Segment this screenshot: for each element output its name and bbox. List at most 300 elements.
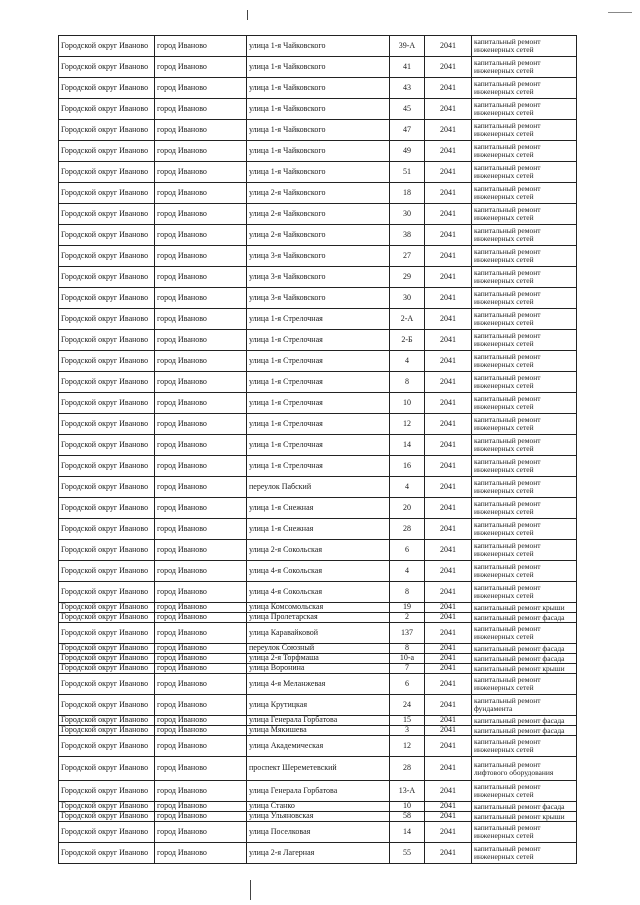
house-number-cell: 30	[390, 204, 425, 225]
work-type-cell: капитальный ремонт лифтового оборудования	[472, 757, 577, 781]
year-cell: 2041	[425, 246, 472, 267]
city-cell: город Иваново	[155, 802, 247, 812]
table-row	[59, 477, 577, 498]
work-type-cell: капитальный ремонт инженерных сетей	[472, 843, 577, 864]
work-type-cell: капитальный ремонт инженерных сетей	[472, 351, 577, 372]
district-cell: Городской округ Иваново	[59, 78, 155, 99]
house-number-cell: 55	[390, 843, 425, 864]
table-row	[59, 802, 577, 812]
street-cell: улица 2-я Чайковского	[247, 225, 390, 246]
house-number-cell: 4	[390, 351, 425, 372]
table-row	[59, 183, 577, 204]
district-cell: Городской округ Иваново	[59, 822, 155, 843]
work-type-cell: капитальный ремонт инженерных сетей	[472, 204, 577, 225]
city-cell: город Иваново	[155, 309, 247, 330]
work-type-cell: капитальный ремонт инженерных сетей	[472, 57, 577, 78]
house-number-cell: 51	[390, 162, 425, 183]
work-type-cell: капитальный ремонт инженерных сетей	[472, 674, 577, 695]
table-row	[59, 781, 577, 802]
street-cell: улица Пролетарская	[247, 613, 390, 623]
work-type-cell: капитальный ремонт инженерных сетей	[472, 582, 577, 603]
district-cell: Городской округ Иваново	[59, 225, 155, 246]
street-cell: улица 2-я Чайковского	[247, 204, 390, 225]
street-cell: улица Ульяновская	[247, 812, 390, 822]
table-row	[59, 120, 577, 141]
table-row	[59, 843, 577, 864]
table-row	[59, 561, 577, 582]
house-number-cell: 28	[390, 757, 425, 781]
street-cell: переулок Пабский	[247, 477, 390, 498]
district-cell: Городской округ Иваново	[59, 36, 155, 57]
house-number-cell: 19	[390, 603, 425, 613]
table-row	[59, 812, 577, 822]
city-cell: город Иваново	[155, 654, 247, 664]
street-cell: улица 4-я Сокольская	[247, 561, 390, 582]
year-cell: 2041	[425, 288, 472, 309]
city-cell: город Иваново	[155, 736, 247, 757]
table-row	[59, 716, 577, 726]
work-type-cell: капитальный ремонт инженерных сетей	[472, 623, 577, 644]
street-cell: улица 1-я Чайковского	[247, 162, 390, 183]
table-row	[59, 498, 577, 519]
work-type-cell: капитальный ремонт инженерных сетей	[472, 120, 577, 141]
district-cell: Городской округ Иваново	[59, 603, 155, 613]
table-row	[59, 267, 577, 288]
district-cell: Городской округ Иваново	[59, 802, 155, 812]
district-cell: Городской округ Иваново	[59, 674, 155, 695]
city-cell: город Иваново	[155, 540, 247, 561]
year-cell: 2041	[425, 674, 472, 695]
house-number-cell: 27	[390, 246, 425, 267]
work-type-cell: капитальный ремонт крыши	[472, 603, 577, 613]
street-cell: улица 1-я Стрелочная	[247, 372, 390, 393]
year-cell: 2041	[425, 726, 472, 736]
table-row	[59, 330, 577, 351]
street-cell: улица 2-я Сокольская	[247, 540, 390, 561]
work-type-cell: капитальный ремонт инженерных сетей	[472, 267, 577, 288]
house-number-cell: 30	[390, 288, 425, 309]
house-number-cell: 39-А	[390, 36, 425, 57]
work-type-cell: капитальный ремонт инженерных сетей	[472, 78, 577, 99]
year-cell: 2041	[425, 204, 472, 225]
house-number-cell: 10	[390, 802, 425, 812]
work-type-cell: капитальный ремонт фасада	[472, 802, 577, 812]
district-cell: Городской округ Иваново	[59, 372, 155, 393]
street-cell: улица 2-я Чайковского	[247, 183, 390, 204]
house-number-cell: 8	[390, 644, 425, 654]
year-cell: 2041	[425, 99, 472, 120]
street-cell: улица 1-я Чайковского	[247, 141, 390, 162]
street-cell: улица 1-я Чайковского	[247, 78, 390, 99]
table-row	[59, 225, 577, 246]
district-cell: Городской округ Иваново	[59, 288, 155, 309]
year-cell: 2041	[425, 540, 472, 561]
street-cell: улица 1-я Чайковского	[247, 120, 390, 141]
district-cell: Городской округ Иваново	[59, 726, 155, 736]
work-type-cell: капитальный ремонт крыши	[472, 664, 577, 674]
district-cell: Городской округ Иваново	[59, 414, 155, 435]
district-cell: Городской округ Иваново	[59, 664, 155, 674]
year-cell: 2041	[425, 654, 472, 664]
page-edge-mark	[247, 10, 248, 20]
work-type-cell: капитальный ремонт инженерных сетей	[472, 99, 577, 120]
table-row	[59, 654, 577, 664]
work-type-cell: капитальный ремонт инженерных сетей	[472, 288, 577, 309]
table-row	[59, 613, 577, 623]
district-cell: Городской округ Иваново	[59, 456, 155, 477]
year-cell: 2041	[425, 716, 472, 726]
district-cell: Городской округ Иваново	[59, 623, 155, 644]
table-row	[59, 99, 577, 120]
table-row	[59, 603, 577, 613]
year-cell: 2041	[425, 267, 472, 288]
city-cell: город Иваново	[155, 141, 247, 162]
year-cell: 2041	[425, 78, 472, 99]
district-cell: Городской округ Иваново	[59, 561, 155, 582]
house-number-cell: 43	[390, 78, 425, 99]
house-number-cell: 7	[390, 664, 425, 674]
house-number-cell: 16	[390, 456, 425, 477]
year-cell: 2041	[425, 736, 472, 757]
work-type-cell: капитальный ремонт инженерных сетей	[472, 822, 577, 843]
city-cell: город Иваново	[155, 78, 247, 99]
work-type-cell: капитальный ремонт фасада	[472, 613, 577, 623]
table-row	[59, 822, 577, 843]
house-number-cell: 137	[390, 623, 425, 644]
city-cell: город Иваново	[155, 695, 247, 716]
year-cell: 2041	[425, 843, 472, 864]
city-cell: город Иваново	[155, 36, 247, 57]
year-cell: 2041	[425, 603, 472, 613]
city-cell: город Иваново	[155, 519, 247, 540]
year-cell: 2041	[425, 372, 472, 393]
district-cell: Городской округ Иваново	[59, 736, 155, 757]
district-cell: Городской округ Иваново	[59, 330, 155, 351]
house-number-cell: 2	[390, 613, 425, 623]
street-cell: переулок Союзный	[247, 644, 390, 654]
city-cell: город Иваново	[155, 603, 247, 613]
street-cell: улица 1-я Стрелочная	[247, 435, 390, 456]
work-type-cell: капитальный ремонт инженерных сетей	[472, 162, 577, 183]
street-cell: улица 2-я Торфмаша	[247, 654, 390, 664]
year-cell: 2041	[425, 141, 472, 162]
table-row	[59, 414, 577, 435]
district-cell: Городской округ Иваново	[59, 57, 155, 78]
district-cell: Городской округ Иваново	[59, 267, 155, 288]
city-cell: город Иваново	[155, 812, 247, 822]
street-cell: улица Каравайковой	[247, 623, 390, 644]
work-type-cell: капитальный ремонт инженерных сетей	[472, 519, 577, 540]
district-cell: Городской округ Иваново	[59, 781, 155, 802]
city-cell: город Иваново	[155, 414, 247, 435]
house-number-cell: 2-А	[390, 309, 425, 330]
city-cell: город Иваново	[155, 120, 247, 141]
city-cell: город Иваново	[155, 456, 247, 477]
city-cell: город Иваново	[155, 716, 247, 726]
table-body	[59, 36, 577, 864]
house-number-cell: 20	[390, 498, 425, 519]
house-number-cell: 12	[390, 736, 425, 757]
year-cell: 2041	[425, 309, 472, 330]
work-type-cell: капитальный ремонт инженерных сетей	[472, 498, 577, 519]
city-cell: город Иваново	[155, 162, 247, 183]
district-cell: Городской округ Иваново	[59, 812, 155, 822]
year-cell: 2041	[425, 36, 472, 57]
city-cell: город Иваново	[155, 267, 247, 288]
house-number-cell: 47	[390, 120, 425, 141]
work-type-cell: капитальный ремонт фасада	[472, 726, 577, 736]
street-cell: улица Мякишева	[247, 726, 390, 736]
year-cell: 2041	[425, 613, 472, 623]
district-cell: Городской округ Иваново	[59, 435, 155, 456]
year-cell: 2041	[425, 812, 472, 822]
work-type-cell: капитальный ремонт инженерных сетей	[472, 141, 577, 162]
year-cell: 2041	[425, 120, 472, 141]
house-number-cell: 10-а	[390, 654, 425, 664]
house-number-cell: 8	[390, 372, 425, 393]
house-number-cell: 6	[390, 540, 425, 561]
house-number-cell: 4	[390, 477, 425, 498]
house-number-cell: 29	[390, 267, 425, 288]
repair-schedule-table	[58, 35, 577, 864]
district-cell: Городской округ Иваново	[59, 183, 155, 204]
work-type-cell: капитальный ремонт фасада	[472, 654, 577, 664]
year-cell: 2041	[425, 225, 472, 246]
table-row	[59, 695, 577, 716]
district-cell: Городской округ Иваново	[59, 757, 155, 781]
work-type-cell: капитальный ремонт инженерных сетей	[472, 225, 577, 246]
street-cell: улица 1-я Стрелочная	[247, 393, 390, 414]
district-cell: Городской округ Иваново	[59, 843, 155, 864]
work-type-cell: капитальный ремонт фундамента	[472, 695, 577, 716]
year-cell: 2041	[425, 351, 472, 372]
year-cell: 2041	[425, 623, 472, 644]
work-type-cell: капитальный ремонт инженерных сетей	[472, 540, 577, 561]
street-cell: улица 4-я Меланжевая	[247, 674, 390, 695]
table-row	[59, 664, 577, 674]
city-cell: город Иваново	[155, 435, 247, 456]
year-cell: 2041	[425, 456, 472, 477]
table-row	[59, 736, 577, 757]
city-cell: город Иваново	[155, 183, 247, 204]
year-cell: 2041	[425, 519, 472, 540]
house-number-cell: 45	[390, 99, 425, 120]
city-cell: город Иваново	[155, 498, 247, 519]
street-cell: улица Крутицкая	[247, 695, 390, 716]
city-cell: город Иваново	[155, 372, 247, 393]
street-cell: улица Воронина	[247, 664, 390, 674]
district-cell: Городской округ Иваново	[59, 99, 155, 120]
house-number-cell: 18	[390, 183, 425, 204]
district-cell: Городской округ Иваново	[59, 613, 155, 623]
table-row	[59, 674, 577, 695]
street-cell: улица 1-я Стрелочная	[247, 309, 390, 330]
district-cell: Городской округ Иваново	[59, 141, 155, 162]
street-cell: улица 3-я Чайковского	[247, 246, 390, 267]
table-row	[59, 78, 577, 99]
city-cell: город Иваново	[155, 822, 247, 843]
year-cell: 2041	[425, 183, 472, 204]
street-cell: улица 1-я Чайковского	[247, 99, 390, 120]
work-type-cell: капитальный ремонт инженерных сетей	[472, 561, 577, 582]
district-cell: Городской округ Иваново	[59, 351, 155, 372]
house-number-cell: 41	[390, 57, 425, 78]
year-cell: 2041	[425, 757, 472, 781]
table-row	[59, 309, 577, 330]
city-cell: город Иваново	[155, 623, 247, 644]
page-edge-mark	[250, 880, 251, 900]
year-cell: 2041	[425, 330, 472, 351]
work-type-cell: капитальный ремонт инженерных сетей	[472, 414, 577, 435]
street-cell: улица 3-я Чайковского	[247, 267, 390, 288]
work-type-cell: капитальный ремонт инженерных сетей	[472, 456, 577, 477]
table-row	[59, 372, 577, 393]
year-cell: 2041	[425, 664, 472, 674]
year-cell: 2041	[425, 802, 472, 812]
street-cell: улица Станко	[247, 802, 390, 812]
year-cell: 2041	[425, 477, 472, 498]
house-number-cell: 14	[390, 822, 425, 843]
house-number-cell: 58	[390, 812, 425, 822]
house-number-cell: 49	[390, 141, 425, 162]
house-number-cell: 6	[390, 674, 425, 695]
house-number-cell: 38	[390, 225, 425, 246]
street-cell: улица Генерала Горбатова	[247, 716, 390, 726]
house-number-cell: 24	[390, 695, 425, 716]
street-cell: улица 1-я Снежная	[247, 498, 390, 519]
street-cell: улица Поселковая	[247, 822, 390, 843]
table-row	[59, 644, 577, 654]
city-cell: город Иваново	[155, 351, 247, 372]
house-number-cell: 15	[390, 716, 425, 726]
table-row	[59, 351, 577, 372]
street-cell: улица 1-я Снежная	[247, 519, 390, 540]
work-type-cell: капитальный ремонт фасада	[472, 644, 577, 654]
city-cell: город Иваново	[155, 781, 247, 802]
table-row	[59, 623, 577, 644]
district-cell: Городской округ Иваново	[59, 204, 155, 225]
district-cell: Городской округ Иваново	[59, 246, 155, 267]
work-type-cell: капитальный ремонт инженерных сетей	[472, 36, 577, 57]
district-cell: Городской округ Иваново	[59, 695, 155, 716]
district-cell: Городской округ Иваново	[59, 716, 155, 726]
city-cell: город Иваново	[155, 561, 247, 582]
district-cell: Городской округ Иваново	[59, 582, 155, 603]
scan-artifact-dash	[608, 12, 632, 13]
house-number-cell: 8	[390, 582, 425, 603]
house-number-cell: 28	[390, 519, 425, 540]
district-cell: Городской округ Иваново	[59, 309, 155, 330]
street-cell: улица 1-я Стрелочная	[247, 456, 390, 477]
city-cell: город Иваново	[155, 613, 247, 623]
city-cell: город Иваново	[155, 843, 247, 864]
year-cell: 2041	[425, 393, 472, 414]
work-type-cell: капитальный ремонт инженерных сетей	[472, 246, 577, 267]
city-cell: город Иваново	[155, 393, 247, 414]
table-row	[59, 288, 577, 309]
district-cell: Городской округ Иваново	[59, 393, 155, 414]
table-row	[59, 519, 577, 540]
district-cell: Городской округ Иваново	[59, 654, 155, 664]
street-cell: улица 1-я Чайковского	[247, 36, 390, 57]
city-cell: город Иваново	[155, 57, 247, 78]
house-number-cell: 3	[390, 726, 425, 736]
year-cell: 2041	[425, 57, 472, 78]
street-cell: улица 4-я Сокольская	[247, 582, 390, 603]
house-number-cell: 10	[390, 393, 425, 414]
district-cell: Городской округ Иваново	[59, 120, 155, 141]
house-number-cell: 12	[390, 414, 425, 435]
street-cell: проспект Шереметевский	[247, 757, 390, 781]
city-cell: город Иваново	[155, 288, 247, 309]
city-cell: город Иваново	[155, 225, 247, 246]
street-cell: улица Комсомольская	[247, 603, 390, 613]
work-type-cell: капитальный ремонт инженерных сетей	[472, 736, 577, 757]
city-cell: город Иваново	[155, 674, 247, 695]
table-row	[59, 393, 577, 414]
table-row	[59, 456, 577, 477]
table-row	[59, 36, 577, 57]
house-number-cell: 14	[390, 435, 425, 456]
street-cell: улица Академическая	[247, 736, 390, 757]
district-cell: Городской округ Иваново	[59, 519, 155, 540]
year-cell: 2041	[425, 162, 472, 183]
table-row	[59, 435, 577, 456]
city-cell: город Иваново	[155, 330, 247, 351]
street-cell: улица Генерала Горбатова	[247, 781, 390, 802]
city-cell: город Иваново	[155, 757, 247, 781]
district-cell: Городской округ Иваново	[59, 540, 155, 561]
city-cell: город Иваново	[155, 204, 247, 225]
year-cell: 2041	[425, 781, 472, 802]
table-row	[59, 141, 577, 162]
house-number-cell: 4	[390, 561, 425, 582]
street-cell: улица 1-я Чайковского	[247, 57, 390, 78]
city-cell: город Иваново	[155, 664, 247, 674]
district-cell: Городской округ Иваново	[59, 162, 155, 183]
work-type-cell: капитальный ремонт инженерных сетей	[472, 183, 577, 204]
year-cell: 2041	[425, 695, 472, 716]
house-number-cell: 13-А	[390, 781, 425, 802]
year-cell: 2041	[425, 822, 472, 843]
district-cell: Городской округ Иваново	[59, 477, 155, 498]
table-row	[59, 246, 577, 267]
year-cell: 2041	[425, 414, 472, 435]
work-type-cell: капитальный ремонт инженерных сетей	[472, 393, 577, 414]
work-type-cell: капитальный ремонт инженерных сетей	[472, 435, 577, 456]
street-cell: улица 2-я Лагерная	[247, 843, 390, 864]
city-cell: город Иваново	[155, 246, 247, 267]
year-cell: 2041	[425, 644, 472, 654]
work-type-cell: капитальный ремонт инженерных сетей	[472, 309, 577, 330]
street-cell: улица 3-я Чайковского	[247, 288, 390, 309]
house-number-cell: 2-Б	[390, 330, 425, 351]
work-type-cell: капитальный ремонт инженерных сетей	[472, 477, 577, 498]
city-cell: город Иваново	[155, 726, 247, 736]
street-cell: улица 1-я Стрелочная	[247, 414, 390, 435]
street-cell: улица 1-я Стрелочная	[247, 351, 390, 372]
table-row	[59, 57, 577, 78]
district-cell: Городской округ Иваново	[59, 644, 155, 654]
table-row	[59, 204, 577, 225]
year-cell: 2041	[425, 582, 472, 603]
table-row	[59, 582, 577, 603]
table-row	[59, 162, 577, 183]
work-type-cell: капитальный ремонт крыши	[472, 812, 577, 822]
work-type-cell: капитальный ремонт инженерных сетей	[472, 330, 577, 351]
city-cell: город Иваново	[155, 477, 247, 498]
street-cell: улица 1-я Стрелочная	[247, 330, 390, 351]
